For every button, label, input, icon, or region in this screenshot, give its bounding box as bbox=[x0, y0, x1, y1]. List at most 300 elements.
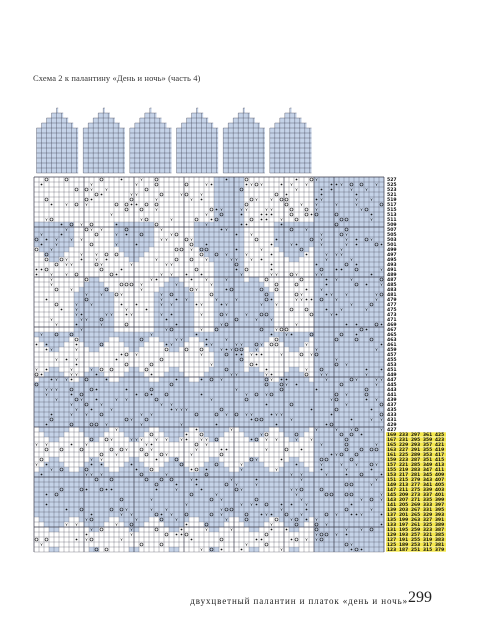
stitch-symbol-yo: ʏ bbox=[275, 438, 278, 444]
pattern-cell bbox=[294, 457, 299, 462]
pattern-cell bbox=[294, 407, 299, 412]
highlight-row-number: 417 bbox=[435, 453, 445, 459]
stitch-symbol-circle bbox=[100, 528, 103, 531]
highlight-row-number: 161 bbox=[387, 453, 397, 459]
border-cell bbox=[349, 252, 354, 257]
pattern-cell bbox=[269, 487, 274, 492]
stitch-symbol-circle bbox=[285, 198, 288, 201]
pattern-cell bbox=[74, 417, 79, 422]
border-cell bbox=[344, 387, 349, 392]
pattern-cell bbox=[169, 332, 174, 337]
border-cell bbox=[379, 537, 384, 542]
pattern-cell bbox=[164, 422, 169, 427]
row-number: 489 bbox=[387, 273, 397, 279]
pattern-cell bbox=[269, 292, 274, 297]
pattern-cell bbox=[209, 237, 214, 242]
pattern-cell bbox=[94, 522, 99, 527]
border-cell bbox=[359, 452, 364, 457]
border-cell bbox=[319, 407, 324, 412]
pattern-cell bbox=[284, 407, 289, 412]
stitch-symbol-yo: ʏ bbox=[240, 343, 243, 349]
stitch-symbol-dot bbox=[251, 439, 253, 441]
pattern-cell bbox=[274, 382, 279, 387]
border-cell bbox=[349, 287, 354, 292]
stitch-symbol-dot bbox=[331, 454, 333, 456]
stitch-symbol-yo: ʏ bbox=[375, 293, 378, 299]
stitch-symbol-yo: ʏ bbox=[260, 248, 263, 254]
pattern-cell bbox=[114, 497, 119, 502]
pattern-cell bbox=[104, 492, 109, 497]
pattern-cell bbox=[249, 367, 254, 372]
border-cell bbox=[319, 402, 324, 407]
border-cell bbox=[344, 537, 349, 542]
stitch-symbol-yo: ʏ bbox=[210, 343, 213, 349]
border-cell bbox=[319, 357, 324, 362]
pattern-cell bbox=[209, 467, 214, 472]
crown-cell bbox=[197, 108, 199, 113]
pattern-cell bbox=[59, 332, 64, 337]
stitch-symbol-yo: ʏ bbox=[375, 463, 378, 469]
border-cell bbox=[349, 222, 354, 227]
stitch-symbol-dot bbox=[271, 264, 273, 266]
stitch-symbol-yo: ʏ bbox=[360, 528, 363, 534]
stitch-symbol-yo: ʏ bbox=[360, 208, 363, 214]
border-cell bbox=[364, 447, 369, 452]
border-cell bbox=[354, 317, 359, 322]
pattern-cell bbox=[134, 472, 139, 477]
border-cell bbox=[354, 522, 359, 527]
pattern-cell bbox=[214, 347, 219, 352]
stitch-symbol-yo: ʏ bbox=[330, 313, 333, 319]
stitch-symbol-yo: ʏ bbox=[205, 183, 208, 189]
border-cell bbox=[324, 407, 329, 412]
highlight-row-number: 253 bbox=[411, 543, 421, 549]
border-cell bbox=[334, 177, 339, 182]
border-cell bbox=[364, 287, 369, 292]
pattern-cell bbox=[104, 502, 109, 507]
pattern-cell bbox=[94, 282, 99, 287]
pattern-cell bbox=[99, 392, 104, 397]
pattern-cell bbox=[304, 237, 309, 242]
pattern-cell bbox=[239, 367, 244, 372]
pattern-cell bbox=[289, 392, 294, 397]
pattern-cell bbox=[104, 512, 109, 517]
border-cell bbox=[359, 277, 364, 282]
row-number: 483 bbox=[387, 288, 397, 294]
pattern-cell bbox=[269, 497, 274, 502]
pattern-cell bbox=[229, 392, 234, 397]
pattern-cell bbox=[84, 462, 89, 467]
pattern-cell bbox=[224, 267, 229, 272]
pattern-cell bbox=[94, 377, 99, 382]
border-cell bbox=[339, 362, 344, 367]
pattern-cell bbox=[244, 327, 249, 332]
pattern-cell bbox=[84, 307, 89, 312]
border-cell bbox=[354, 287, 359, 292]
pattern-cell bbox=[224, 377, 229, 382]
pattern-cell bbox=[309, 392, 314, 397]
pattern-cell bbox=[239, 407, 244, 412]
stitch-symbol-dot bbox=[176, 379, 178, 381]
pattern-cell bbox=[184, 472, 189, 477]
pattern-cell bbox=[219, 307, 224, 312]
pattern-cell bbox=[174, 462, 179, 467]
border-cell bbox=[359, 192, 364, 197]
stitch-symbol-yo: ʏ bbox=[90, 368, 93, 374]
pattern-cell bbox=[164, 502, 169, 507]
pattern-cell bbox=[214, 287, 219, 292]
stitch-symbol-circle bbox=[195, 218, 198, 221]
stitch-symbol-yo: ʏ bbox=[170, 233, 173, 239]
stitch-symbol-dot bbox=[236, 234, 238, 236]
pattern-cell bbox=[39, 512, 44, 517]
pattern-cell bbox=[34, 392, 39, 397]
stitch-symbol-yo: ʏ bbox=[295, 493, 298, 499]
pattern-cell bbox=[199, 407, 204, 412]
pattern-cell bbox=[49, 502, 54, 507]
pattern-cell bbox=[134, 237, 139, 242]
pattern-cell bbox=[289, 382, 294, 387]
crown-cell bbox=[270, 168, 312, 173]
pattern-cell bbox=[214, 292, 219, 297]
border-cell bbox=[339, 392, 344, 397]
stitch-symbol-dot bbox=[276, 424, 278, 426]
pattern-cell bbox=[234, 382, 239, 387]
pattern-cell bbox=[299, 387, 304, 392]
border-cell bbox=[329, 257, 334, 262]
border-cell bbox=[329, 342, 334, 347]
pattern-cell bbox=[224, 262, 229, 267]
border-cell bbox=[369, 317, 374, 322]
border-cell bbox=[314, 362, 319, 367]
stitch-symbol-yo: ʏ bbox=[340, 463, 343, 469]
pattern-cell bbox=[179, 372, 184, 377]
pattern-cell bbox=[169, 297, 174, 302]
row-number: 505 bbox=[387, 233, 397, 239]
pattern-cell bbox=[254, 527, 259, 532]
pattern-cell bbox=[94, 437, 99, 442]
stitch-symbol-yo: ʏ bbox=[310, 438, 313, 444]
pattern-cell bbox=[294, 257, 299, 262]
stitch-symbol-yo: ʏ bbox=[245, 543, 248, 549]
stitch-symbol-circle bbox=[245, 178, 248, 181]
pattern-cell bbox=[129, 492, 134, 497]
crown-cell bbox=[83, 138, 125, 143]
border-cell bbox=[334, 482, 339, 487]
pattern-cell bbox=[234, 337, 239, 342]
pattern-cell bbox=[124, 372, 129, 377]
stitch-symbol-yo: ʏ bbox=[85, 318, 88, 324]
border-cell bbox=[374, 472, 379, 477]
crown-cell bbox=[177, 158, 219, 163]
border-cell bbox=[354, 477, 359, 482]
border-cell bbox=[344, 257, 349, 262]
border-cell bbox=[324, 297, 329, 302]
border-cell bbox=[364, 472, 369, 477]
stitch-symbol-yo: ʏ bbox=[270, 523, 273, 529]
pattern-cell bbox=[59, 507, 64, 512]
stitch-symbol-dot bbox=[381, 524, 383, 526]
pattern-cell bbox=[169, 462, 174, 467]
pattern-cell bbox=[114, 477, 119, 482]
border-cell bbox=[354, 292, 359, 297]
pattern-cell bbox=[94, 287, 99, 292]
stitch-symbol-dot bbox=[226, 449, 228, 451]
crown-cell bbox=[270, 158, 312, 163]
pattern-cell bbox=[129, 377, 134, 382]
stitch-symbol-yo: ʏ bbox=[275, 468, 278, 474]
pattern-cell bbox=[109, 502, 114, 507]
pattern-cell bbox=[139, 432, 144, 437]
crown-cell bbox=[177, 153, 219, 158]
pattern-cell bbox=[49, 237, 54, 242]
pattern-cell bbox=[219, 222, 224, 227]
crown-cell bbox=[130, 143, 172, 148]
stitch-symbol-dot bbox=[121, 354, 123, 356]
border-cell bbox=[359, 307, 364, 312]
pattern-cell bbox=[309, 477, 314, 482]
pattern-cell bbox=[249, 512, 254, 517]
pattern-cell bbox=[174, 422, 179, 427]
pattern-cell bbox=[104, 302, 109, 307]
pattern-cell bbox=[39, 382, 44, 387]
highlight-row-number: 267 bbox=[411, 508, 421, 514]
pattern-cell bbox=[239, 427, 244, 432]
pattern-cell bbox=[79, 482, 84, 487]
pattern-cell bbox=[224, 497, 229, 502]
pattern-cell bbox=[44, 487, 49, 492]
pattern-cell bbox=[284, 342, 289, 347]
pattern-cell bbox=[79, 297, 84, 302]
border-cell bbox=[359, 392, 364, 397]
stitch-symbol-yo: ʏ bbox=[90, 188, 93, 194]
pattern-cell bbox=[44, 472, 49, 477]
pattern-cell bbox=[34, 512, 39, 517]
border-cell bbox=[339, 422, 344, 427]
pattern-cell bbox=[59, 242, 64, 247]
pattern-cell bbox=[214, 512, 219, 517]
border-cell bbox=[349, 472, 354, 477]
pattern-cell bbox=[134, 332, 139, 337]
stitch-symbol-yo: ʏ bbox=[335, 358, 338, 364]
pattern-cell bbox=[284, 502, 289, 507]
stitch-symbol-circle bbox=[45, 178, 48, 181]
border-cell bbox=[334, 242, 339, 247]
pattern-cell bbox=[179, 417, 184, 422]
pattern-cell bbox=[94, 507, 99, 512]
stitch-symbol-yo: ʏ bbox=[155, 208, 158, 214]
pattern-cell bbox=[214, 457, 219, 462]
pattern-cell bbox=[94, 417, 99, 422]
pattern-cell bbox=[124, 492, 129, 497]
pattern-cell bbox=[104, 327, 109, 332]
stitch-symbol-dot bbox=[351, 514, 353, 516]
pattern-cell bbox=[84, 507, 89, 512]
border-cell bbox=[379, 467, 384, 472]
stitch-symbol-yo: ʏ bbox=[260, 433, 263, 439]
pattern-cell bbox=[249, 467, 254, 472]
highlight-row-number: 391 bbox=[435, 518, 445, 524]
pattern-cell bbox=[234, 502, 239, 507]
pattern-cell bbox=[149, 487, 154, 492]
pattern-cell bbox=[169, 472, 174, 477]
stitch-symbol-yo: ʏ bbox=[255, 348, 258, 354]
pattern-cell bbox=[204, 517, 209, 522]
stitch-symbol-dot bbox=[176, 534, 178, 536]
border-cell bbox=[359, 282, 364, 287]
pattern-cell bbox=[239, 297, 244, 302]
border-cell bbox=[349, 442, 354, 447]
border-cell bbox=[354, 402, 359, 407]
pattern-cell bbox=[154, 507, 159, 512]
pattern-cell bbox=[184, 312, 189, 317]
border-cell bbox=[359, 537, 364, 542]
pattern-cell bbox=[284, 467, 289, 472]
border-cell bbox=[319, 307, 324, 312]
stitch-symbol-dot bbox=[71, 379, 73, 381]
pattern-cell bbox=[209, 222, 214, 227]
pattern-cell bbox=[124, 462, 129, 467]
pattern-cell bbox=[289, 397, 294, 402]
pattern-cell bbox=[219, 482, 224, 487]
border-cell bbox=[364, 477, 369, 482]
pattern-cell bbox=[214, 192, 219, 197]
stitch-symbol-yo: ʏ bbox=[255, 483, 258, 489]
stitch-symbol-yo: ʏ bbox=[245, 313, 248, 319]
pattern-cell bbox=[184, 322, 189, 327]
pattern-cell bbox=[144, 497, 149, 502]
pattern-cell bbox=[269, 507, 274, 512]
pattern-cell bbox=[224, 402, 229, 407]
highlight-row-number: 287 bbox=[411, 458, 421, 464]
stitch-symbol-dot bbox=[341, 269, 343, 271]
pattern-cell bbox=[164, 287, 169, 292]
pattern-cell bbox=[179, 322, 184, 327]
border-cell bbox=[319, 432, 324, 437]
pattern-cell bbox=[139, 332, 144, 337]
stitch-symbol-yo: ʏ bbox=[65, 273, 68, 279]
border-cell bbox=[329, 202, 334, 207]
stitch-symbol-dot bbox=[41, 184, 43, 186]
stitch-symbol-yo: ʏ bbox=[155, 198, 158, 204]
pattern-cell bbox=[79, 427, 84, 432]
border-cell bbox=[334, 417, 339, 422]
pattern-cell bbox=[94, 327, 99, 332]
pattern-cell bbox=[169, 507, 174, 512]
crown-cell bbox=[233, 118, 255, 123]
border-cell bbox=[319, 222, 324, 227]
pattern-cell bbox=[144, 377, 149, 382]
stitch-symbol-dot bbox=[361, 549, 363, 551]
pattern-cell bbox=[129, 227, 134, 232]
pattern-cell bbox=[94, 322, 99, 327]
pattern-cell bbox=[224, 502, 229, 507]
pattern-cell bbox=[289, 527, 294, 532]
pattern-cell bbox=[209, 477, 214, 482]
border-cell bbox=[364, 247, 369, 252]
highlight-row-number: 335 bbox=[423, 498, 433, 504]
stitch-symbol-dot bbox=[136, 394, 138, 396]
pattern-cell bbox=[274, 222, 279, 227]
pattern-cell bbox=[34, 472, 39, 477]
border-cell bbox=[364, 427, 369, 432]
border-cell bbox=[334, 372, 339, 377]
pattern-cell bbox=[74, 507, 79, 512]
pattern-cell bbox=[154, 302, 159, 307]
pattern-cell bbox=[169, 282, 174, 287]
pattern-cell bbox=[259, 487, 264, 492]
pattern-cell bbox=[289, 377, 294, 382]
pattern-cell bbox=[144, 242, 149, 247]
crown-cell bbox=[37, 168, 79, 173]
stitch-symbol-circle bbox=[115, 293, 118, 296]
border-cell bbox=[324, 542, 329, 547]
pattern-cell bbox=[224, 297, 229, 302]
pattern-cell bbox=[279, 487, 284, 492]
pattern-cell bbox=[184, 387, 189, 392]
highlight-row-number: 259 bbox=[411, 528, 421, 534]
pattern-cell bbox=[179, 522, 184, 527]
pattern-cell bbox=[179, 297, 184, 302]
border-cell bbox=[359, 382, 364, 387]
pattern-cell bbox=[194, 407, 199, 412]
pattern-cell bbox=[99, 522, 104, 527]
highlight-row-number: 233 bbox=[399, 433, 409, 439]
stitch-symbol-yo: ʏ bbox=[250, 503, 253, 509]
pattern-cell bbox=[69, 227, 74, 232]
pattern-cell bbox=[49, 482, 54, 487]
border-cell bbox=[314, 477, 319, 482]
pattern-cell bbox=[254, 427, 259, 432]
pattern-cell bbox=[269, 472, 274, 477]
stitch-symbol-yo: ʏ bbox=[320, 443, 323, 449]
pattern-cell bbox=[249, 287, 254, 292]
pattern-cell bbox=[229, 412, 234, 417]
pattern-cell bbox=[64, 247, 69, 252]
border-cell bbox=[314, 482, 319, 487]
pattern-cell bbox=[229, 417, 234, 422]
pattern-cell bbox=[199, 237, 204, 242]
pattern-cell bbox=[214, 307, 219, 312]
pattern-cell bbox=[74, 422, 79, 427]
border-cell bbox=[324, 287, 329, 292]
pattern-cell bbox=[94, 297, 99, 302]
pattern-cell bbox=[139, 252, 144, 257]
pattern-cell bbox=[239, 477, 244, 482]
stitch-symbol-dot bbox=[186, 524, 188, 526]
border-cell bbox=[339, 227, 344, 232]
highlight-row-number: 397 bbox=[435, 503, 445, 509]
border-cell bbox=[374, 227, 379, 232]
pattern-cell bbox=[94, 432, 99, 437]
highlight-row-number: 355 bbox=[423, 448, 433, 454]
stitch-symbol-yo: ʏ bbox=[180, 338, 183, 344]
highlight-row-number: 137 bbox=[387, 513, 397, 519]
stitch-symbol-yo: ʏ bbox=[190, 248, 193, 254]
pattern-cell bbox=[219, 182, 224, 187]
stitch-symbol-yo: ʏ bbox=[160, 313, 163, 319]
pattern-cell bbox=[164, 492, 169, 497]
border-cell bbox=[344, 317, 349, 322]
pattern-cell bbox=[169, 457, 174, 462]
pattern-cell bbox=[89, 297, 94, 302]
border-cell bbox=[314, 257, 319, 262]
border-cell bbox=[374, 337, 379, 342]
pattern-cell bbox=[154, 402, 159, 407]
stitch-symbol-dot bbox=[176, 324, 178, 326]
border-cell bbox=[369, 322, 374, 327]
stitch-symbol-dot bbox=[156, 279, 158, 281]
